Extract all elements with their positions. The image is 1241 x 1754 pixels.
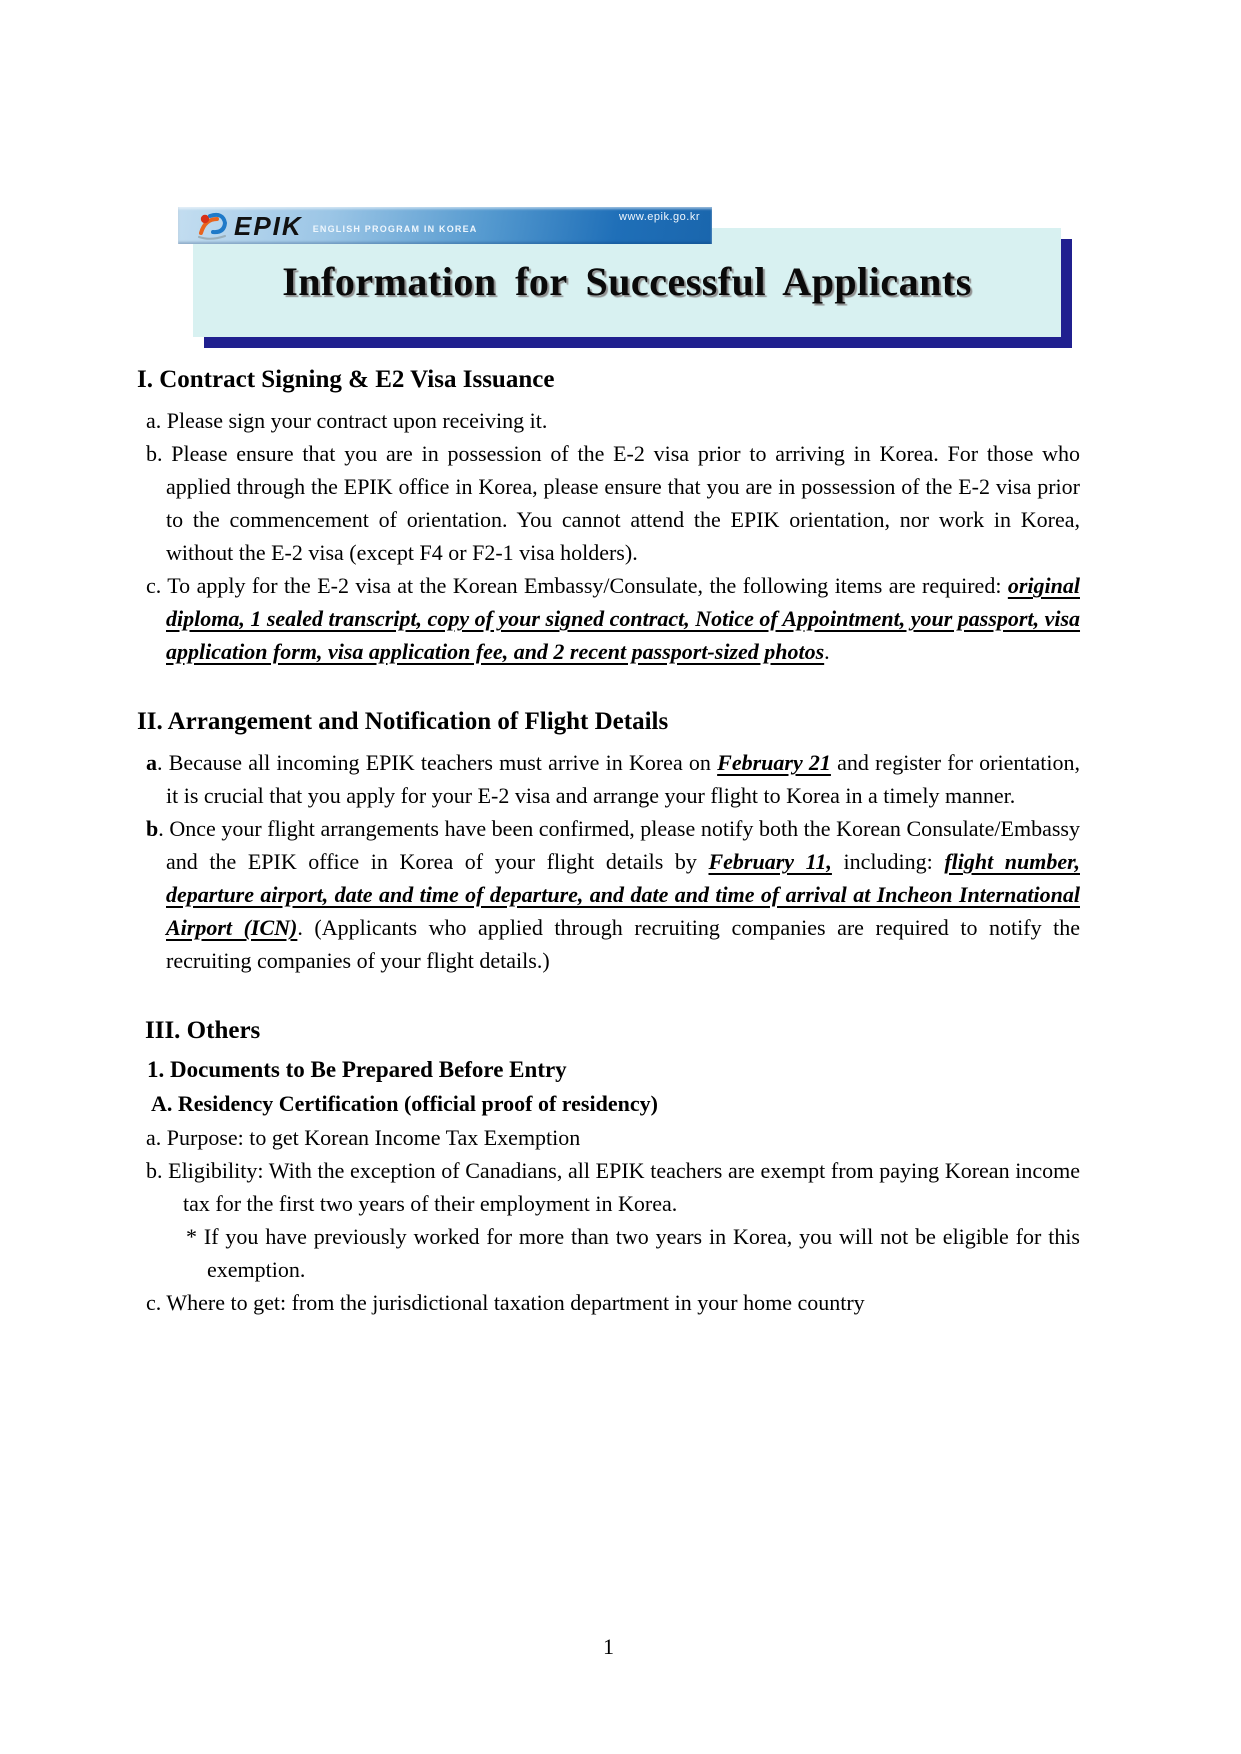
paragraph xyxy=(137,569,1080,668)
section-heading: III. Others xyxy=(145,1017,261,1044)
brand-text: EPIK xyxy=(234,210,303,241)
text-run: a xyxy=(146,750,157,775)
document-body xyxy=(137,362,1080,1319)
text-run: including: xyxy=(831,849,945,874)
text-run: b xyxy=(146,816,159,841)
page-number: 1 xyxy=(603,1634,614,1659)
text-run: b. Eligibility: With the exception of Canadians, all EPIK teachers are exempt from paying Korean income tax for the first two years of their employment in Korea. xyxy=(146,1158,1080,1216)
text-run: . (Applicants who applied through recruiting companies are required to notify the recruiting companies of your flight details.) xyxy=(166,915,1080,973)
text-run: b. Please ensure that you are in possession of the E-2 visa prior to arriving in Korea. For those who applied through the EPIK office in Korea, please ensure that you are in possession of the E-2 visa prior to the commencement of orientation. You cannot attend the EPIK orientation, nor work in Korea, without the E-2 visa (except F4 or F2-1 visa holders). xyxy=(146,441,1080,565)
brand-subtitle: ENGLISH PROGRAM IN KOREA xyxy=(312,223,478,234)
section-spacer xyxy=(137,668,1080,704)
text-run: . xyxy=(824,639,830,664)
emphasized-text: February 11, xyxy=(708,849,832,874)
paragraph xyxy=(137,404,1080,437)
paragraph xyxy=(137,1154,1080,1220)
section-heading: II. Arrangement and Notification of Flight Details xyxy=(137,708,669,735)
page-title: Information for Successful Applicants xyxy=(282,259,972,304)
text-run: . Because all incoming EPIK teachers must arrive in Korea on xyxy=(157,750,718,775)
text-run: * If you have previously worked for more than two years in Korea, you will not be eligible for this exemption. xyxy=(186,1224,1080,1282)
emphasized-text: February 21 xyxy=(717,750,831,775)
section-heading: 1. Documents to Be Prepared Before Entry xyxy=(147,1057,567,1082)
section-heading: A. Residency Certification (official proof of residency) xyxy=(151,1091,658,1116)
epik-logo-icon xyxy=(194,210,230,242)
paragraph xyxy=(137,746,1080,812)
text-run: and register for orientation, it is crucial that you apply for your E-2 visa and arrange your flight to Korea in a timely manner. xyxy=(166,750,1080,808)
paragraph xyxy=(137,1220,1080,1286)
emphasized-text: flight number, departure airport, date and time of departure, and date and time of arrival at Incheon International Airport (ICN) xyxy=(166,849,1080,940)
section-spacer xyxy=(137,977,1080,1013)
header-banner xyxy=(178,207,712,244)
website-url: www.epik.go.kr xyxy=(619,211,700,223)
text-run: a. Please sign your contract upon receiving it. xyxy=(146,408,548,433)
epik-logo xyxy=(194,210,478,242)
text-run: c. To apply for the E-2 visa at the Korean Embassy/Consulate, the following items are required: xyxy=(146,573,1008,598)
text-run: . Once your flight arrangements have been confirmed, please notify both the Korean Consulate/Embassy and the EPIK office in Korea of your flight details by xyxy=(158,816,1080,874)
paragraph xyxy=(137,437,1080,569)
paragraph xyxy=(137,1121,1080,1154)
text-run: a. Purpose: to get Korean Income Tax Exemption xyxy=(146,1125,581,1150)
title-box xyxy=(193,228,1061,337)
section-heading: I. Contract Signing & E2 Visa Issuance xyxy=(137,366,555,393)
paragraph xyxy=(137,812,1080,977)
text-run: c. Where to get: from the jurisdictional taxation department in your home country xyxy=(146,1290,865,1315)
paragraph xyxy=(137,1286,1080,1319)
emphasized-text: original diploma, 1 sealed transcript, copy of your signed contract, Notice of Appointment, your passport, visa application form, visa application fee, and 2 recent passport-sized photos xyxy=(166,573,1081,664)
